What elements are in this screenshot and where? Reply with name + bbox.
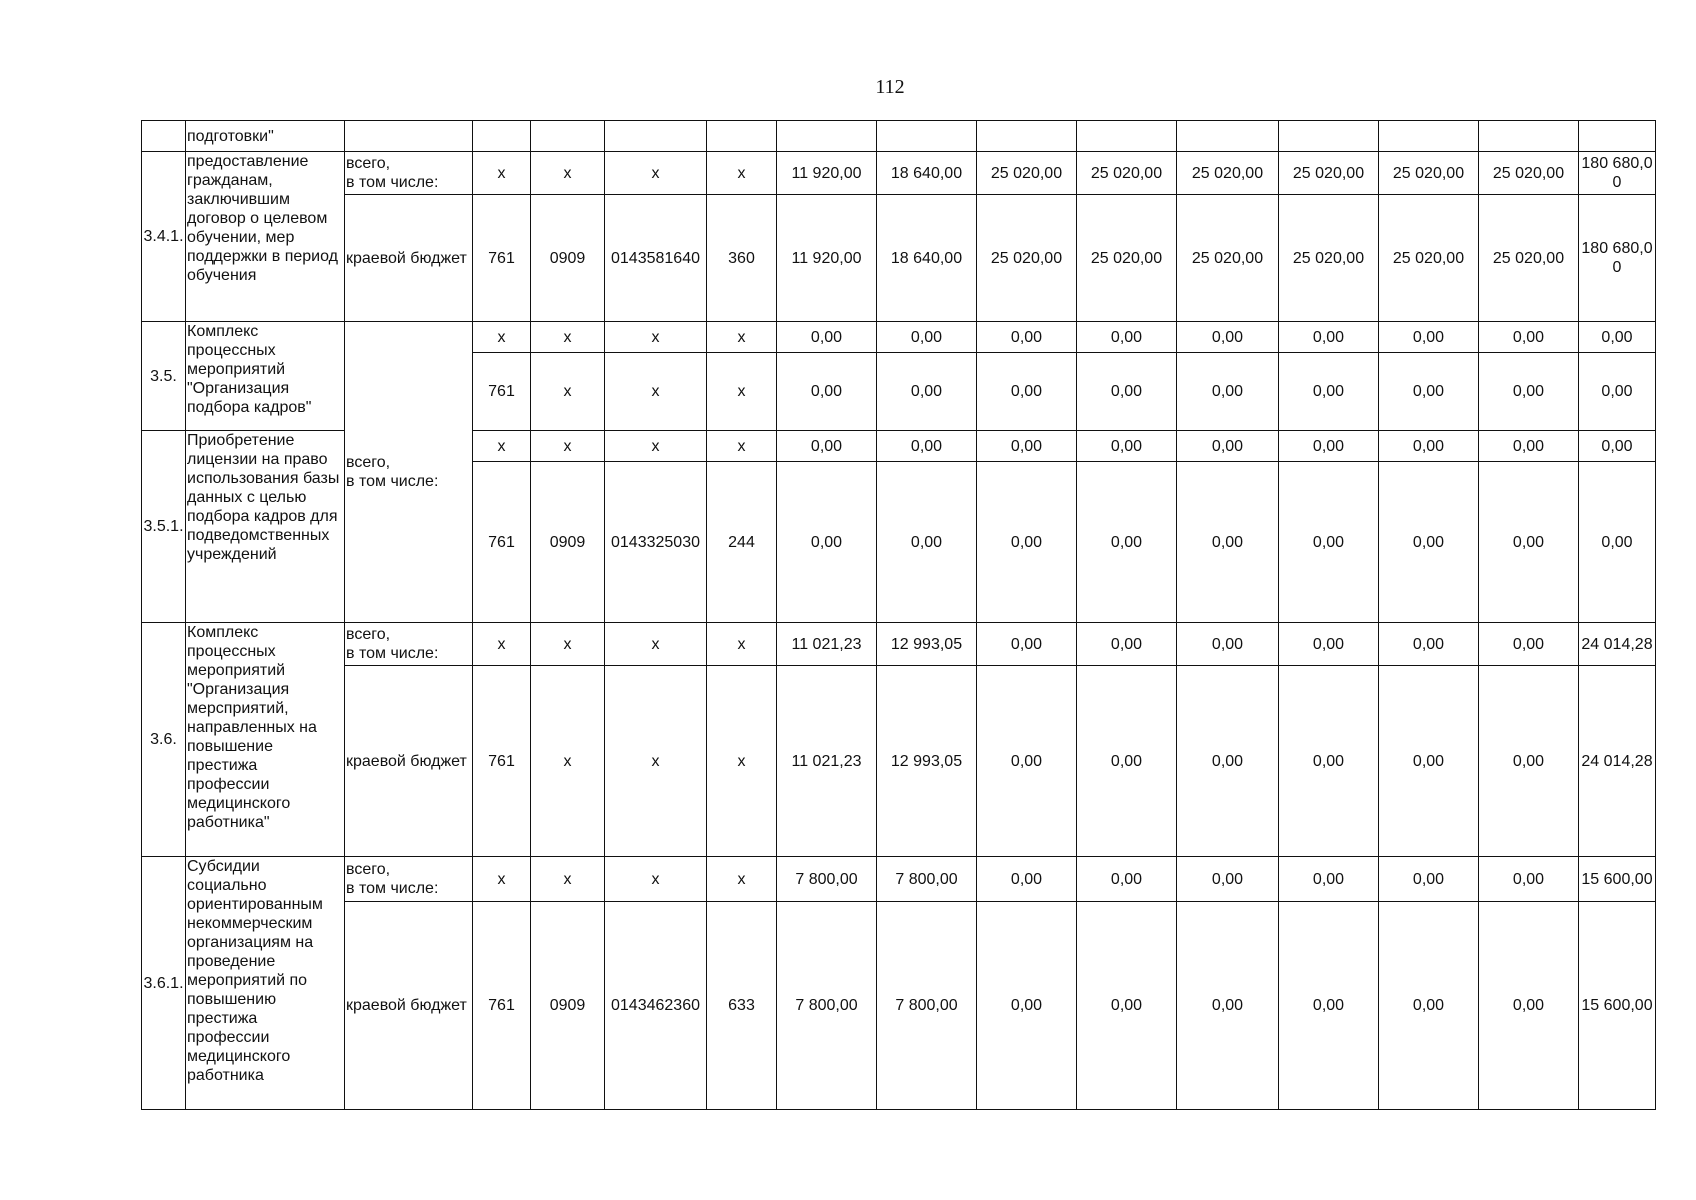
value-cell: 0,00 (777, 353, 877, 431)
code-cell: x (605, 322, 707, 353)
value-cell: 18 640,00 (877, 152, 977, 195)
value-cell: 0,00 (977, 462, 1077, 623)
value-cell: 0,00 (977, 623, 1077, 666)
code-cell: x (531, 431, 605, 462)
code-cell: x (531, 322, 605, 353)
source-cell: всего, в том числе: (345, 322, 473, 623)
value-cell: 0,00 (1479, 322, 1579, 353)
value-cell: 7 800,00 (877, 902, 977, 1110)
value-cell: 0,00 (1077, 462, 1177, 623)
value-cell: 25 020,00 (1279, 195, 1379, 322)
table-row (142, 623, 1656, 666)
code-cell: x (605, 353, 707, 431)
code-cell: 761 (473, 195, 531, 322)
total-cell: 0,00 (1579, 353, 1656, 431)
code-cell: x (707, 623, 777, 666)
value-cell: 0,00 (777, 322, 877, 353)
value-cell: 25 020,00 (977, 195, 1077, 322)
value-cell: 25 020,00 (1379, 195, 1479, 322)
total-cell: 0,00 (1579, 322, 1656, 353)
value-cell: 0,00 (1479, 353, 1579, 431)
value-cell: 0,00 (1279, 623, 1379, 666)
code-cell: 0909 (531, 902, 605, 1110)
table-row (142, 195, 1656, 322)
code-cell: x (707, 152, 777, 195)
value-cell: 0,00 (1077, 353, 1177, 431)
value-cell: 0,00 (1379, 666, 1479, 857)
value-cell: 11 920,00 (777, 195, 877, 322)
value-cell: 0,00 (977, 431, 1077, 462)
table-row (142, 121, 1656, 152)
code-cell: 761 (473, 462, 531, 623)
value-cell: 0,00 (1479, 857, 1579, 902)
value-cell: 18 640,00 (877, 195, 977, 322)
code-cell: x (605, 152, 707, 195)
value-cell: 0,00 (1379, 462, 1479, 623)
source-cell: краевой бюджет (345, 666, 473, 857)
value-cell: 0,00 (877, 322, 977, 353)
value-cell: 0,00 (1379, 431, 1479, 462)
code-cell: 633 (707, 902, 777, 1110)
source-cell: всего, в том числе: (345, 623, 473, 666)
code-cell: 360 (707, 195, 777, 322)
source-cell: всего, в том числе: (345, 857, 473, 902)
value-cell: 0,00 (977, 353, 1077, 431)
value-cell: 0,00 (1479, 902, 1579, 1110)
value-cell: 0,00 (1379, 322, 1479, 353)
code-cell: x (605, 857, 707, 902)
value-cell: 0,00 (1479, 623, 1579, 666)
value-cell: 0,00 (1279, 431, 1379, 462)
value-cell: 0,00 (1279, 902, 1379, 1110)
value-cell: 0,00 (1177, 902, 1279, 1110)
code-cell: x (605, 623, 707, 666)
value-cell: 0,00 (877, 353, 977, 431)
value-cell: 25 020,00 (1479, 195, 1579, 322)
row-name-cell: Комплекс процессных мероприятий "Организация мерсприятий, направленных на повышение престижа профессии медицинского работника" (186, 623, 345, 857)
value-cell: 0,00 (1279, 857, 1379, 902)
value-cell: 25 020,00 (1077, 152, 1177, 195)
value-cell: 0,00 (1177, 857, 1279, 902)
value-cell: 0,00 (1177, 623, 1279, 666)
value-cell: 11 021,23 (777, 666, 877, 857)
row-number-cell: 3.6. (142, 623, 186, 857)
code-cell: x (707, 353, 777, 431)
row-name-cell: Комплекс процессных мероприятий "Организация подбора кадров" (186, 322, 345, 431)
code-cell: x (707, 431, 777, 462)
total-cell: 0,00 (1579, 462, 1656, 623)
total-cell: 0,00 (1579, 431, 1656, 462)
value-cell: 25 020,00 (1279, 152, 1379, 195)
value-cell: 0,00 (977, 322, 1077, 353)
value-cell: 0,00 (877, 462, 977, 623)
value-cell: 0,00 (1279, 353, 1379, 431)
value-cell: 0,00 (1279, 322, 1379, 353)
value-cell: 0,00 (977, 902, 1077, 1110)
value-cell: 0,00 (1379, 353, 1479, 431)
value-cell: 0,00 (777, 431, 877, 462)
value-cell: 25 020,00 (977, 152, 1077, 195)
source-cell: всего, в том числе: (345, 152, 473, 195)
source-cell: краевой бюджет (345, 195, 473, 322)
total-cell: 24 014,28 (1579, 666, 1656, 857)
row-number-cell (142, 121, 186, 152)
code-cell: x (473, 152, 531, 195)
value-cell: 12 993,05 (877, 623, 977, 666)
budget-table (141, 120, 1656, 1110)
code-cell: x (531, 353, 605, 431)
row-name-cell: предоставление гражданам, заключившим договор о целевом обучении, мер поддержки в период обучения (186, 152, 345, 322)
total-cell: 15 600,00 (1579, 857, 1656, 902)
table-row (142, 666, 1656, 857)
code-cell: x (605, 431, 707, 462)
total-cell: 180 680,00 (1579, 195, 1656, 322)
value-cell: 0,00 (1379, 857, 1479, 902)
code-cell: 0143581640 (605, 195, 707, 322)
code-cell: x (605, 666, 707, 857)
value-cell: 0,00 (1077, 666, 1177, 857)
value-cell: 0,00 (1077, 322, 1177, 353)
code-cell: x (707, 666, 777, 857)
value-cell: 25 020,00 (1177, 195, 1279, 322)
value-cell: 7 800,00 (877, 857, 977, 902)
table-row (142, 322, 1656, 353)
source-cell: краевой бюджет (345, 902, 473, 1110)
value-cell: 0,00 (1379, 623, 1479, 666)
code-cell: x (531, 666, 605, 857)
table-row (142, 902, 1656, 1110)
value-cell: 0,00 (1279, 462, 1379, 623)
code-cell: x (531, 857, 605, 902)
row-number-cell: 3.6.1. (142, 857, 186, 1110)
code-cell: x (531, 623, 605, 666)
code-cell: x (707, 857, 777, 902)
code-cell: x (473, 431, 531, 462)
row-name-cell: подготовки" (186, 121, 345, 152)
page-number: 112 (875, 76, 905, 98)
value-cell: 25 020,00 (1077, 195, 1177, 322)
code-cell: 761 (473, 902, 531, 1110)
value-cell: 0,00 (1177, 462, 1279, 623)
total-cell: 24 014,28 (1579, 623, 1656, 666)
value-cell: 11 920,00 (777, 152, 877, 195)
value-cell: 0,00 (1479, 462, 1579, 623)
code-cell: 244 (707, 462, 777, 623)
row-number-cell: 3.4.1. (142, 152, 186, 322)
row-number-cell: 3.5.1. (142, 431, 186, 623)
value-cell: 25 020,00 (1379, 152, 1479, 195)
row-name-cell: Субсидии социально ориентированным некоммерческим организациям на проведение мероприятий по повышению престижа профессии медицинского работника (186, 857, 345, 1110)
code-cell: 0909 (531, 195, 605, 322)
value-cell: 0,00 (1177, 431, 1279, 462)
code-cell: x (707, 322, 777, 353)
row-number-cell: 3.5. (142, 322, 186, 431)
table-row (142, 857, 1656, 902)
value-cell: 0,00 (1077, 857, 1177, 902)
value-cell: 7 800,00 (777, 857, 877, 902)
code-cell: 0143325030 (605, 462, 707, 623)
value-cell: 0,00 (1077, 623, 1177, 666)
value-cell: 25 020,00 (1479, 152, 1579, 195)
code-cell: 0909 (531, 462, 605, 623)
value-cell: 0,00 (1177, 666, 1279, 857)
value-cell: 0,00 (977, 666, 1077, 857)
code-cell: 761 (473, 666, 531, 857)
value-cell: 25 020,00 (1177, 152, 1279, 195)
value-cell: 0,00 (1177, 353, 1279, 431)
code-cell: x (531, 152, 605, 195)
value-cell: 0,00 (1279, 666, 1379, 857)
total-cell: 180 680,00 (1579, 152, 1656, 195)
value-cell: 0,00 (977, 857, 1077, 902)
value-cell: 11 021,23 (777, 623, 877, 666)
value-cell: 0,00 (1077, 902, 1177, 1110)
code-cell: x (473, 857, 531, 902)
value-cell: 0,00 (1379, 902, 1479, 1110)
value-cell: 0,00 (1479, 431, 1579, 462)
value-cell: 0,00 (877, 431, 977, 462)
value-cell: 12 993,05 (877, 666, 977, 857)
value-cell: 7 800,00 (777, 902, 877, 1110)
value-cell: 0,00 (1077, 431, 1177, 462)
code-cell: 0143462360 (605, 902, 707, 1110)
table-row (142, 152, 1656, 195)
code-cell: x (473, 623, 531, 666)
code-cell: x (473, 322, 531, 353)
value-cell: 0,00 (777, 462, 877, 623)
value-cell: 0,00 (1177, 322, 1279, 353)
total-cell: 15 600,00 (1579, 902, 1656, 1110)
value-cell: 0,00 (1479, 666, 1579, 857)
row-name-cell: Приобретение лицензии на право использования базы данных с целью подбора кадров для подведомственных учреждений (186, 431, 345, 623)
code-cell: 761 (473, 353, 531, 431)
